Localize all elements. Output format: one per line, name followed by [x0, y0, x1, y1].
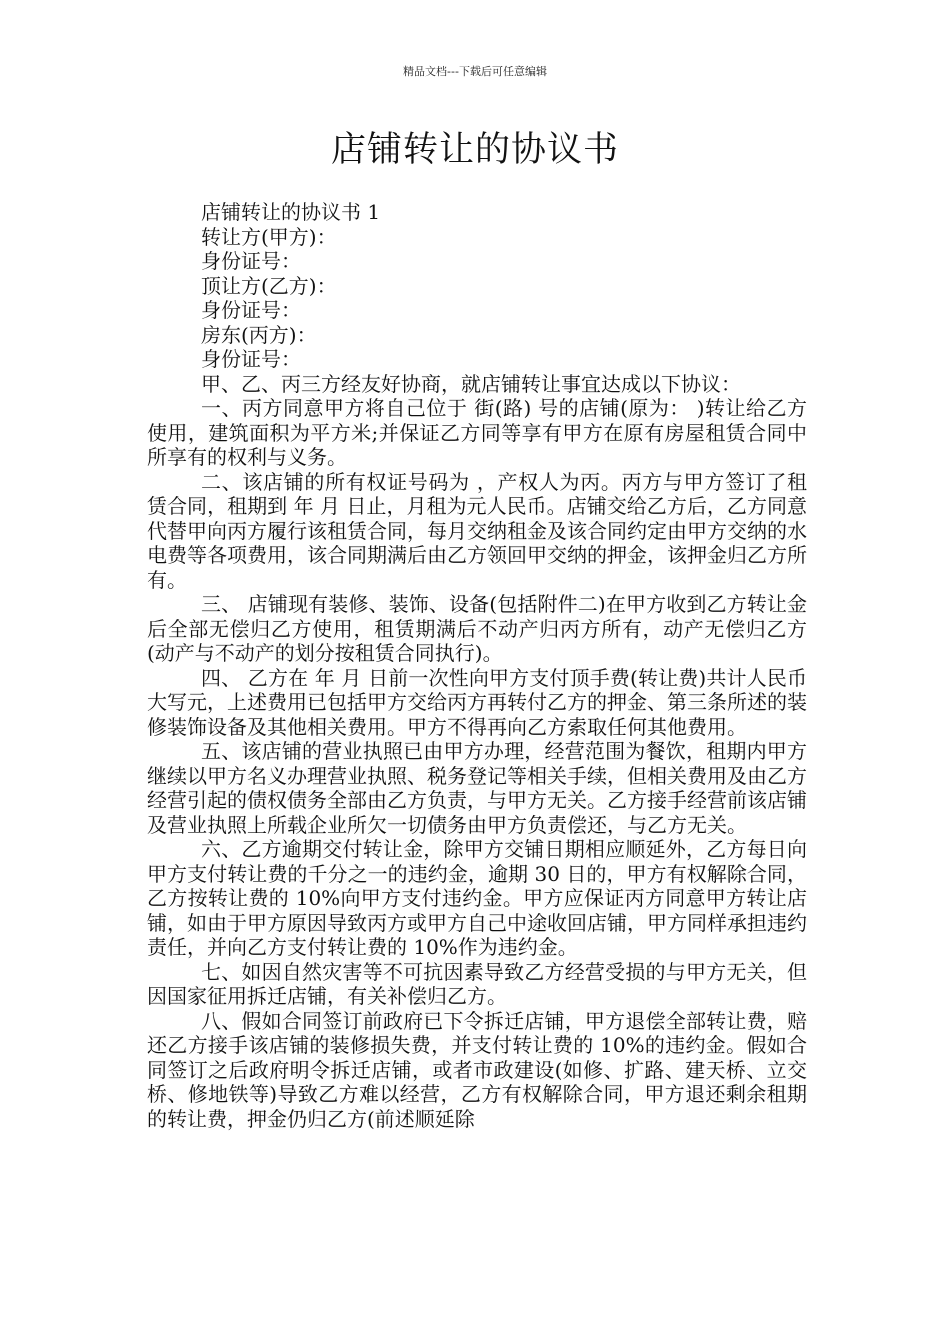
- document-body: [147, 200, 807, 1131]
- transferor-field: 转让方(甲方)：: [201, 224, 337, 249]
- landlord-field: 房东(丙方)：: [201, 322, 317, 347]
- clause-1: 一、丙方同意甲方将自己位于 街(路) 号的店铺(原为： )转让给乙方使用，建筑面积为平方米;并保证乙方同等享有甲方在原有房屋租赁合同中所享有的权利与义务。: [147, 396, 807, 469]
- clause-2: 二、该店铺的所有权证号码为 ，产权人为丙。丙方与甲方签订了租赁合同，租期到 年 月 日止，月租为元人民币。店铺交给乙方后，乙方同意代替甲向丙方履行该租赁合同，每月交纳租金及该合同约定由甲方交纳的水电费等各项费用，该合同期满后由乙方领回甲交纳的押金，该押金归乙方所有。: [147, 469, 807, 592]
- landlord-id-field: 身份证号：: [201, 347, 301, 371]
- clause-6: 六、乙方逾期交付转让金，除甲方交铺日期相应顺延外，乙方每日向甲方支付转让费的千分之一的违约金，逾期 30 日的，甲方有权解除合同，乙方按转让费的 10%向甲方支付违约金。甲方应保证丙方同意甲方转让店铺，如由于甲方原因导致丙方或甲方自己中途收回店铺，甲方同样承担违约责任，并向乙方支付转让费的 10%作为违约金。: [147, 837, 807, 959]
- transferor-id-field: 身份证号：: [201, 249, 301, 273]
- header-note: 精品文档---下载后可任意编辑: [403, 65, 547, 78]
- clause-7: 七、如因自然灾害等不可抗因素导致乙方经营受损的与甲方无关，但因国家征用拆迁店铺，有关补偿归乙方。: [147, 959, 807, 1008]
- subtitle-line: 店铺转让的协议书 1: [201, 200, 381, 224]
- clause-5: 五、该店铺的营业执照已由甲方办理，经营范围为餐饮，租期内甲方继续以甲方名义办理营业执照、税务登记等相关手续，但相关费用及由乙方经营引起的债权债务全部由乙方负责，与甲方无关。乙方接手经营前该店铺及营业执照上所载企业所欠一切债务由甲方负责偿还，与乙方无关。: [147, 739, 807, 837]
- page-title: 店铺转让的协议书: [330, 130, 619, 170]
- clause-4: 四、 乙方在 年 月 日前一次性向甲方支付顶手费(转让费)共计人民币大写元，上述费用已包括甲方交给丙方再转付乙方的押金、第三条所述的装修装饰设备及其他相关费用。甲方不得再向乙方索取任何其他费用。: [147, 665, 807, 739]
- agreement-intro: 甲、乙、丙三方经友好协商，就店铺转让事宜达成以下协议：: [201, 371, 741, 396]
- transferee-field: 顶让方(乙方)：: [201, 273, 337, 298]
- transferee-id-field: 身份证号：: [201, 298, 301, 322]
- clause-3: 三、 店铺现有装修、装饰、设备(包括附件二)在甲方收到乙方转让金后全部无偿归乙方使用，租赁期满后不动产归丙方所有，动产无偿归乙方(动产与不动产的划分按租赁合同执行)。: [147, 592, 807, 665]
- clause-8: 八、假如合同签订前政府已下令拆迁店铺，甲方退偿全部转让费，赔还乙方接手该店铺的装修损失费，并支付转让费的 10%的违约金。假如合同签订之后政府明令拆迁店铺，或者市政建设(如修、扩路、建天桥、立交桥、修地铁等)导致乙方难以经营，乙方有权解除合同，甲方退还剩余租期的转让费，押金仍归乙方(前述顺延除: [147, 1008, 807, 1131]
